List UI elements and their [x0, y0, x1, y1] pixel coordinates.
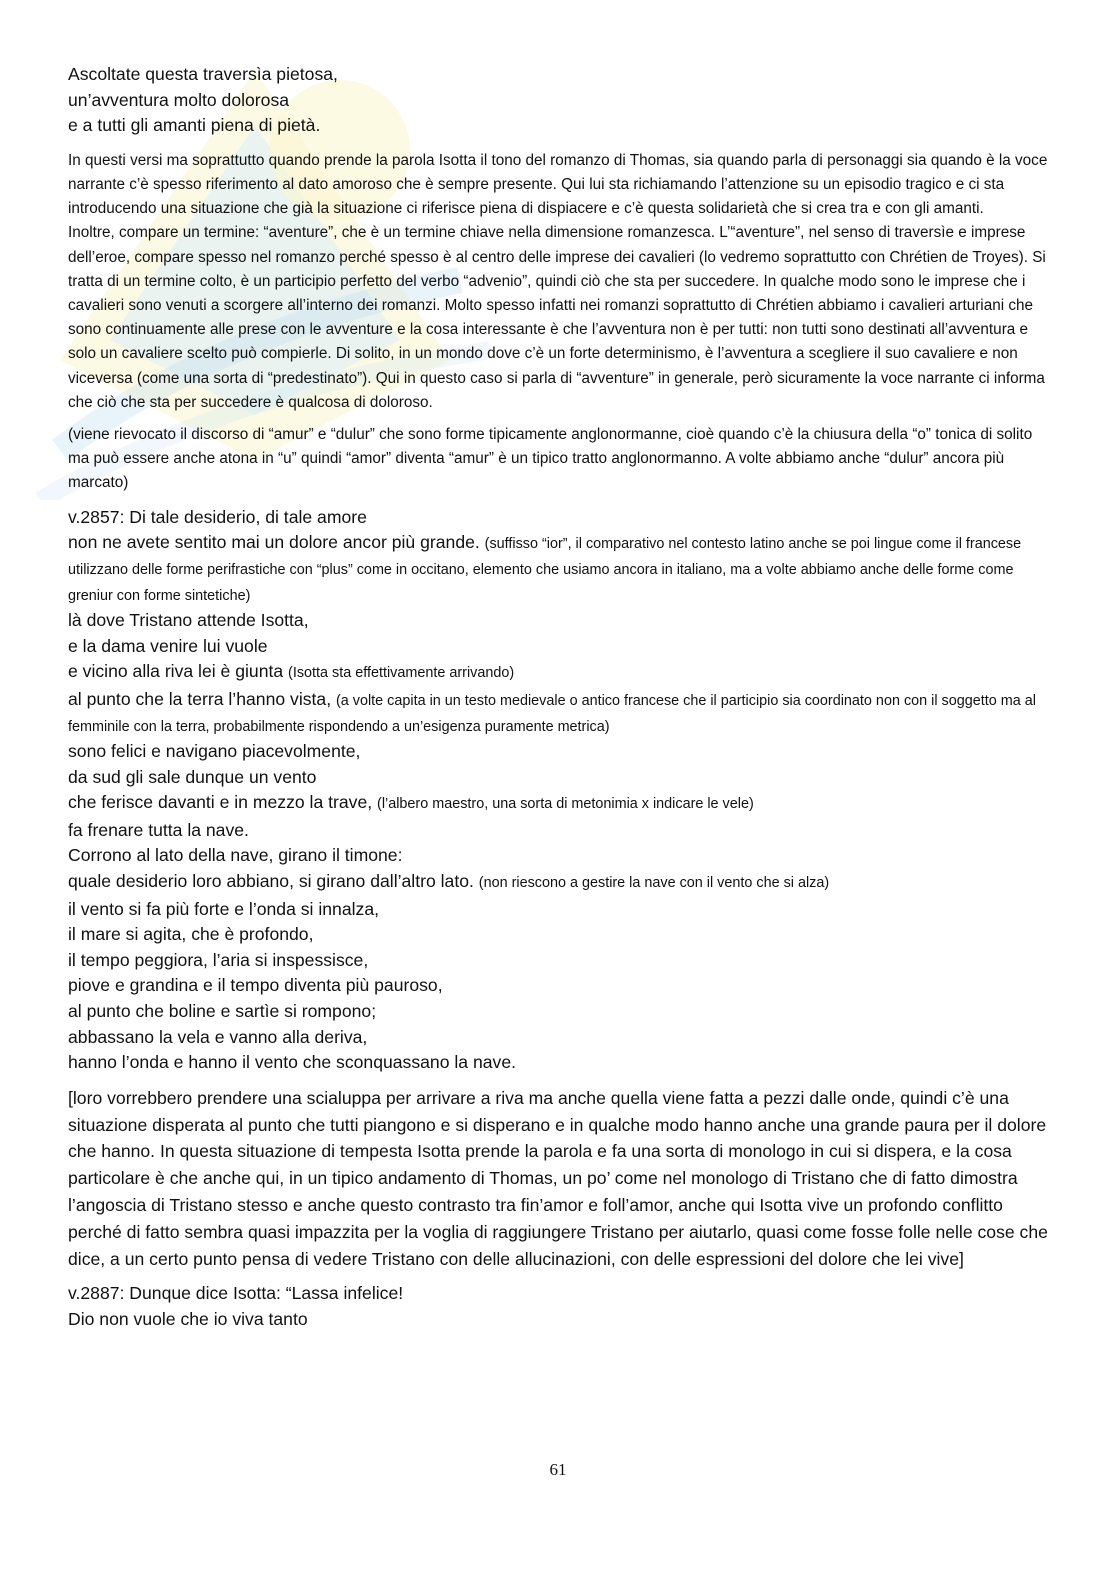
verse-line: un’avventura molto dolorosa: [68, 89, 290, 110]
verse-line: il mare si agita, che è profondo,: [68, 924, 314, 945]
verse-line-annotated: [68, 790, 1048, 818]
verse-text: al punto che la terra l’hanno vista,: [68, 689, 332, 709]
verse-line: hanno l’onda e hanno il vento che sconquassano la nave.: [68, 1052, 517, 1073]
inline-note: (suffisso “ior”, il comparativo nel contesto latino anche se poi lingue come il francese utilizzano delle forme perifrastiche con “plus” come in occitano, elemento che usiamo ancora in italiano, ma a volte abbiamo anche delle forme come greniur con forme sintetiche): [68, 536, 1022, 605]
verse-text: non ne avete sentito mai un dolore ancor più grande.: [68, 532, 480, 553]
inline-note: (Isotta sta effettivamente arrivando): [288, 665, 515, 682]
passage-2887: [68, 1281, 1048, 1332]
verse-text: quale desiderio loro abbiano, si girano dall’altro lato.: [68, 870, 474, 891]
verse-line: sono felici e navigano piacevolmente,: [68, 741, 361, 761]
page-content: [68, 62, 1048, 1332]
verse-line: Dio non vuole che io viva tanto: [68, 1308, 308, 1329]
verse-line-annotated: [68, 530, 1048, 608]
inline-note: (a volte capita in un testo medievale o antico francese che il participio sia coordinato non con il soggetto ma al femminile con la terra, probabilmente rispondendo a un’esigenza puramente metrica): [68, 693, 1036, 735]
verse-line: il tempo peggiora, l’aria si inspessisce,: [68, 949, 369, 970]
verse-line: v.2887: Dunque dice Isotta: “Lassa infelice!: [68, 1283, 404, 1304]
intro-verses: [68, 62, 1048, 139]
page-number: 61: [549, 1460, 567, 1479]
verse-line: Corrono al lato della nave, girano il timone:: [68, 845, 403, 866]
verse-line: piove e grandina e il tempo diventa più pauroso,: [68, 975, 443, 996]
verse-line: là dove Tristano attende Isotta,: [68, 610, 309, 631]
verse-text: che ferisce davanti e in mezzo la trave,: [68, 792, 373, 813]
verse-line: al punto che boline e sartìe si rompono;: [68, 1000, 377, 1021]
verse-line: v.2857: Di tale desiderio, di tale amore: [68, 506, 367, 527]
verse-line: e la dama venire lui vuole: [68, 635, 268, 656]
verse-line: Ascoltate questa traversìa pietosa,: [68, 64, 338, 84]
verse-line: il vento si fa più forte e l’onda si innalza,: [68, 898, 380, 919]
verse-line-annotated: [68, 659, 1048, 687]
inline-note: (l’albero maestro, una sorta di metonimia x indicare le vele): [377, 796, 754, 813]
verse-text: e vicino alla riva lei è giunta: [68, 661, 284, 682]
commentary-paragraph: In questi versi ma soprattutto quando prende la parola Isotta il tono del romanzo di Thomas, sia quando parla di personaggi sia quando è la voce narrante c’è spesso riferimento al dato amoroso che è sempre presente. Qui lui sta richiamando l’attenzione su un episodio tragico e ci sta introducendo una situazione che già la situazione ci riferisce piena di dispiacere e c’è questa solidarietà che si crea tra e con gli amanti.: [68, 151, 1048, 218]
verse-line: fa frenare tutta la nave.: [68, 819, 249, 840]
commentary-note: (viene rievocato il discorso di “amur” e “dulur” che sono forme tipicamente anglonormanne, cioè quando c’è la chiusura della “o” tonica di solito ma può essere anche atona in “u” quindi “amor” diventa “amur” è un tipico tratto anglonormanno. A volte abbiamo anche “dulur” ancora più marcato): [68, 426, 1033, 492]
passage-2857: [68, 505, 1048, 1076]
verse-line: abbassano la vela e vanno alla deriva,: [68, 1026, 368, 1047]
verse-line: da sud gli sale dunque un vento: [68, 766, 317, 787]
verse-line-annotated: [68, 687, 1048, 739]
verse-line-annotated: [68, 869, 1048, 897]
inline-note: (non riescono a gestire la nave con il vento che si alza): [478, 874, 830, 891]
verse-line: e a tutti gli amanti piena di pietà.: [68, 115, 321, 136]
commentary-paragraph: Inoltre, compare un termine: “aventure”, che è un termine chiave nella dimensione romanzesca. L’“aventure”, nel senso di traversìe e imprese dell’eroe, compare spesso nel romanzo perché spesso è al centro delle imprese dei cavalieri (lo vedremo soprattutto con Chrétien de Troyes). Si tratta di un termine colto, è un participio perfetto del verbo “advenio”, quindi ciò che sta per succedere. In qualche modo sono le imprese che i cavalieri sono venuti a scorgere all’interno dei romanzi. Molto spesso infatti nei romanzi soprattutto di Chrétien abbiamo i cavalieri arturiani che sono continuamente alle prese con le avventure e la cosa interessante è che l’avventura non è per tutti: non tutti sono destinati all’avventura e solo un cavaliere scelto può compierle. Di solito, in un mondo dove c’è un forte determinismo, è l’avventura a scegliere il suo cavaliere e non viceversa (come una sorta di “predestinato”). Qui in questo caso si parla di “avventure” in generale, però sicuramente la voce narrante ci informa che ciò che sta per succedere è qualcosa di doloroso.: [68, 224, 1046, 411]
bracket-commentary: [loro vorrebbero prendere una scialuppa per arrivare a riva ma anche quella viene fatta a pezzi dalle onde, quindi c’è una situazione disperata al punto che tutti piangono e si disperano e in qualche modo hanno anche una grande paura per il dolore che hanno. In questa situazione di tempesta Isotta prende la parola e fa una sorta di monologo in cui si dispera, e la cosa particolare è che anche qui, in un tipico andamento di Thomas, un po’ come nel monologo di Tristano che di fatto dimostra l’angoscia di Tristano stesso e anche questo contrasto tra fin’amor e foll’amor, anche qui Isotta vive un profondo conflitto perché di fatto sembra quasi impazzita per la voglia di raggiungere Tristano per aiutarlo, quasi come fosse folle nelle cose che dice, a un certo punto pensa di vedere Tristano con delle allucinazioni, con delle espressioni del dolore che lei vive]: [68, 1087, 1048, 1269]
